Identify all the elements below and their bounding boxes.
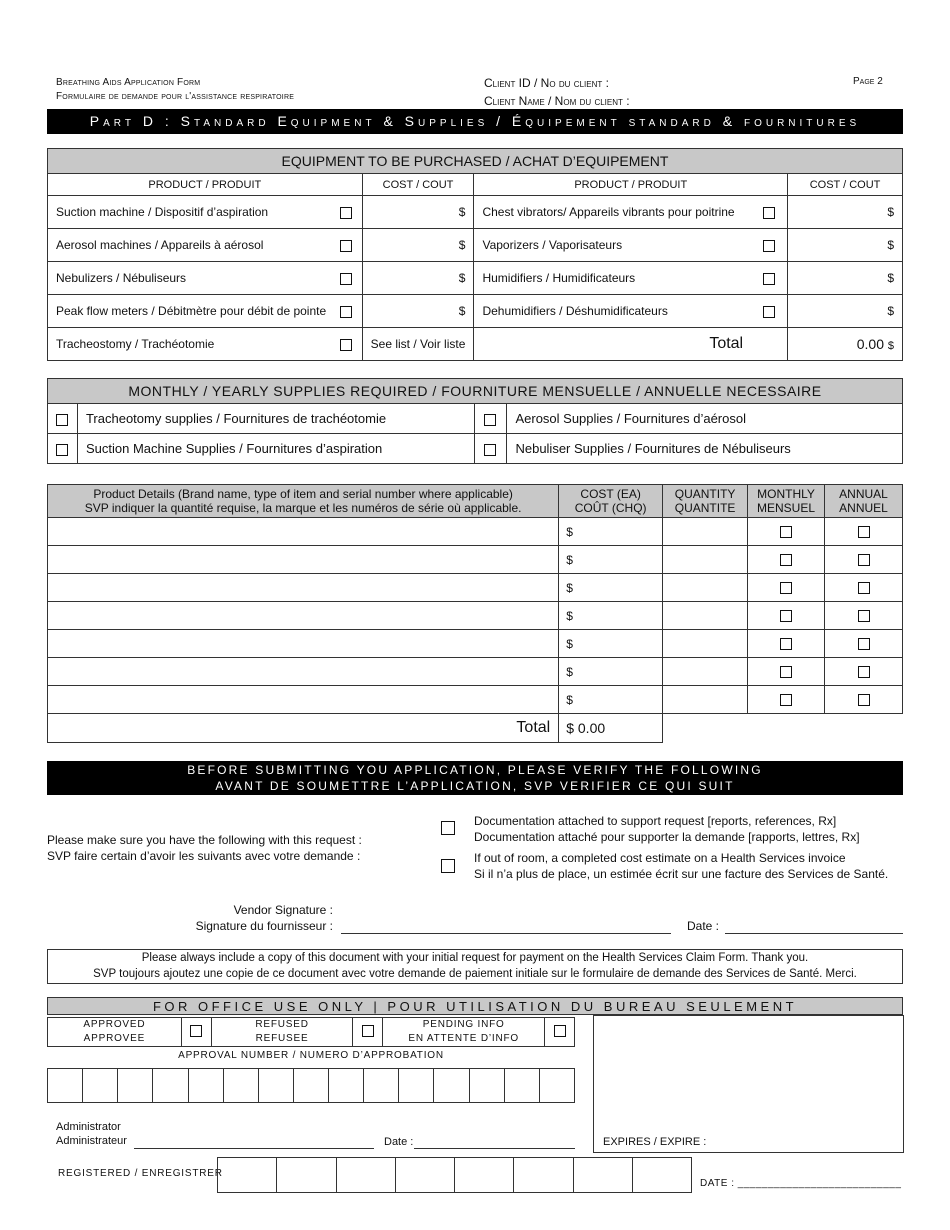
item-cost[interactable]: $ — [362, 295, 474, 328]
col-monthly-fr: MENSUEL — [757, 501, 816, 515]
supply-checkbox[interactable] — [484, 414, 496, 426]
qty-cell[interactable] — [663, 658, 748, 686]
refused-checkbox[interactable] — [362, 1025, 374, 1037]
supply-label: Aerosol Supplies / Fournitures d’aérosol — [507, 404, 903, 434]
details-input[interactable] — [48, 546, 559, 574]
supply-checkbox[interactable] — [56, 414, 68, 426]
monthly-checkbox[interactable] — [780, 554, 792, 566]
digit-box[interactable] — [504, 1069, 539, 1103]
verify-instructions — [47, 832, 362, 864]
pending-checkbox[interactable] — [554, 1025, 566, 1037]
digit-box[interactable] — [632, 1158, 691, 1193]
estimate-text — [474, 850, 888, 882]
supply-label: Tracheotomy supplies / Fournitures de trachéotomie — [77, 404, 474, 434]
qty-cell[interactable] — [663, 686, 748, 714]
table-row — [48, 658, 903, 686]
col-details-en: Product Details (Brand name, type of item and serial number where applicable) — [93, 487, 513, 501]
details-input[interactable] — [48, 574, 559, 602]
admin-date-label: Date : — [384, 1136, 414, 1148]
digit-box[interactable] — [118, 1069, 153, 1103]
cost-cell[interactable]: $ — [559, 686, 663, 714]
cost-cell[interactable]: $ — [559, 602, 663, 630]
col-annual-en: ANNUAL — [839, 487, 888, 501]
col-cost-right: COST / COUT — [788, 174, 903, 196]
refused-en: REFUSED — [255, 1019, 309, 1030]
note-en: Please always include a copy of this document with your initial request for payment on the Health Services Claim Form. Thank you. — [141, 952, 809, 964]
equipment-title: EQUIPMENT TO BE PURCHASED / ACHAT D’EQUIPEMENT — [48, 149, 903, 174]
digit-box[interactable] — [223, 1069, 258, 1103]
digit-box[interactable] — [399, 1069, 434, 1103]
approval-status-table — [47, 1017, 575, 1047]
admin-date-line[interactable] — [414, 1147, 575, 1149]
registered-boxes[interactable] — [217, 1157, 692, 1193]
expires-label: EXPIRES / EXPIRE : — [603, 1136, 707, 1148]
client-name-label: Client Name / Nom du client : — [484, 94, 630, 108]
details-input[interactable] — [48, 658, 559, 686]
instr-en: Please make sure you have the following with this request : — [47, 833, 362, 847]
item-label: Aerosol machines / Appareils à aérosol — [48, 229, 332, 262]
registered-label: REGISTERED / ENREGISTRER — [58, 1168, 223, 1179]
item-checkbox[interactable] — [763, 306, 775, 318]
form-title-en: Breathing Aids Application Form — [56, 77, 201, 88]
digit-box[interactable] — [277, 1158, 336, 1193]
digit-box[interactable] — [258, 1069, 293, 1103]
admin-fr: Administrateur — [56, 1135, 127, 1147]
note-box — [47, 949, 903, 984]
digit-box[interactable] — [218, 1158, 277, 1193]
doc-fr: Documentation attaché pour supporter la demande [rapports, lettres, Rx] — [474, 830, 860, 844]
administrator-label — [56, 1120, 127, 1148]
col-details-fr: SVP indiquer la quantité requise, la marque et les numéros de série où applicable. — [84, 501, 522, 515]
verify-line1: BEFORE SUBMITTING YOU APPLICATION, PLEASE VERIFY THE FOLLOWING — [187, 763, 763, 777]
instr-fr: SVP faire certain d’avoir les suivants avec votre demande : — [47, 849, 361, 863]
item-checkbox[interactable] — [340, 306, 352, 318]
item-label: Chest vibrators/ Appareils vibrants pour poitrine — [474, 196, 752, 229]
item-label: Nebulizers / Nébuliseurs — [48, 262, 332, 295]
form-title — [56, 76, 294, 104]
estimate-checkbox[interactable] — [441, 859, 455, 873]
verify-line2: AVANT DE SOUMETTRE L’APPLICATION, SVP VERIFIER CE QUI SUIT — [215, 779, 735, 793]
see-list-text: See list / Voir liste — [362, 328, 474, 361]
item-checkbox[interactable] — [763, 273, 775, 285]
col-annual-fr: ANNUEL — [839, 501, 888, 515]
doc-en: Documentation attached to support request [reports, references, Rx] — [474, 814, 837, 828]
supply-checkbox[interactable] — [56, 444, 68, 456]
item-label: Peak flow meters / Débitmètre pour débit de pointe — [48, 295, 332, 328]
item-checkbox[interactable] — [763, 240, 775, 252]
details-total-label: Total — [48, 714, 559, 743]
table-row — [48, 602, 903, 630]
col-qty-en: QUANTITY — [674, 487, 736, 501]
item-cost[interactable]: $ — [788, 262, 903, 295]
annual-checkbox[interactable] — [858, 582, 870, 594]
client-id-label: Client ID / No du client : — [484, 76, 609, 90]
monthly-checkbox[interactable] — [780, 526, 792, 538]
table-row — [48, 574, 903, 602]
annual-checkbox[interactable] — [858, 554, 870, 566]
product-details-table — [47, 484, 903, 743]
item-label: Humidifiers / Humidificateurs — [474, 262, 752, 295]
cost-cell[interactable]: $ — [559, 574, 663, 602]
item-checkbox[interactable] — [340, 339, 352, 351]
qty-cell[interactable] — [663, 574, 748, 602]
annual-checkbox[interactable] — [858, 610, 870, 622]
item-checkbox[interactable] — [340, 273, 352, 285]
approval-number-boxes[interactable] — [47, 1068, 575, 1103]
details-total-value: $ 0.00 — [559, 714, 663, 743]
documentation-checkbox[interactable] — [441, 821, 455, 835]
supplies-table — [47, 378, 903, 464]
pending-en: PENDING INFO — [422, 1019, 505, 1030]
annual-checkbox[interactable] — [858, 666, 870, 678]
signature-date-label: Date : — [687, 919, 720, 933]
qty-cell[interactable] — [663, 546, 748, 574]
monthly-checkbox[interactable] — [780, 582, 792, 594]
digit-box[interactable] — [455, 1158, 514, 1193]
signature-date-line[interactable] — [725, 932, 903, 934]
office-expiry-box — [593, 1015, 904, 1153]
est-fr: Si il n’a plus de place, un estimée écrit sur une facture des Services de Santé. — [474, 867, 889, 881]
item-checkbox[interactable] — [763, 207, 775, 219]
details-input[interactable] — [48, 602, 559, 630]
digit-box[interactable] — [395, 1158, 454, 1193]
est-en: If out of room, a completed cost estimate on a Health Services invoice — [474, 851, 846, 865]
equipment-total-label: Total — [474, 328, 788, 361]
item-cost[interactable]: $ — [788, 229, 903, 262]
item-cost[interactable]: $ — [362, 196, 474, 229]
vendor-fr: Signature du fournisseur : — [195, 919, 333, 933]
digit-box[interactable] — [293, 1069, 328, 1103]
annual-checkbox[interactable] — [858, 694, 870, 706]
table-row — [48, 518, 903, 546]
approved-checkbox[interactable] — [190, 1025, 202, 1037]
digit-box[interactable] — [48, 1069, 83, 1103]
col-cost-left: COST / COUT — [362, 174, 474, 196]
annual-checkbox[interactable] — [858, 526, 870, 538]
equipment-total — [788, 328, 903, 361]
monthly-checkbox[interactable] — [780, 694, 792, 706]
vendor-signature-line[interactable] — [341, 932, 671, 934]
digit-box[interactable] — [153, 1069, 188, 1103]
col-cost-en: COST (EA) — [580, 487, 641, 501]
equipment-total-value: 0.00 — [856, 336, 884, 352]
item-label: Dehumidifiers / Déshumidificateurs — [474, 295, 752, 328]
equipment-total-currency: $ — [887, 340, 894, 352]
form-title-fr: Formulaire de demande pour l'assistance respiratoire — [56, 91, 295, 102]
verify-banner — [47, 761, 903, 795]
item-label: Vaporizers / Vaporisateurs — [474, 229, 752, 262]
digit-box[interactable] — [364, 1069, 399, 1103]
page-number: Page 2 — [853, 76, 883, 87]
qty-cell[interactable] — [663, 518, 748, 546]
refused-fr: REFUSEE — [255, 1033, 309, 1044]
supply-checkbox[interactable] — [484, 444, 496, 456]
client-info — [484, 74, 630, 110]
digit-box[interactable] — [83, 1069, 118, 1103]
details-input[interactable] — [48, 686, 559, 714]
equipment-table — [47, 148, 903, 361]
col-cost-fr: COÛT (CHQ) — [574, 501, 647, 515]
monthly-checkbox[interactable] — [780, 638, 792, 650]
admin-en: Administrator — [56, 1121, 121, 1133]
approved-en: APPROVED — [83, 1019, 146, 1030]
item-cost[interactable]: $ — [362, 229, 474, 262]
col-product-right: PRODUCT / PRODUIT — [474, 174, 788, 196]
vendor-en: Vendor Signature : — [233, 903, 333, 917]
digit-box[interactable] — [336, 1158, 395, 1193]
col-product-left: PRODUCT / PRODUIT — [48, 174, 363, 196]
note-fr: SVP toujours ajoutez une copie de ce document avec votre demande de paiement initiale sur le formulaire de demande des Services de Santé. Merci. — [93, 968, 857, 980]
item-cost[interactable]: $ — [788, 295, 903, 328]
cost-cell[interactable]: $ — [559, 658, 663, 686]
supply-label: Suction Machine Supplies / Fournitures d’aspiration — [77, 434, 474, 464]
digit-box[interactable] — [434, 1069, 469, 1103]
col-qty-fr: QUANTITE — [674, 501, 736, 515]
table-row — [48, 630, 903, 658]
digit-box[interactable] — [539, 1069, 574, 1103]
monthly-checkbox[interactable] — [780, 610, 792, 622]
details-input[interactable] — [48, 518, 559, 546]
annual-checkbox[interactable] — [858, 638, 870, 650]
cost-cell[interactable]: $ — [559, 546, 663, 574]
part-title: Part D : Standard Equipment & Supplies / Équipement standard & fournitures — [47, 109, 903, 134]
item-cost[interactable]: $ — [788, 196, 903, 229]
approval-number-label: APPROVAL NUMBER / NUMERO D’APPROBATION — [178, 1050, 444, 1061]
col-monthly-en: MONTHLY — [757, 487, 815, 501]
approved-fr: APPROVEE — [83, 1033, 146, 1044]
monthly-checkbox[interactable] — [780, 666, 792, 678]
item-label: Suction machine / Dispositif d’aspiration — [48, 196, 332, 229]
registered-date: DATE : ___________________________ — [700, 1178, 902, 1189]
administrator-line[interactable] — [134, 1147, 374, 1149]
item-checkbox[interactable] — [340, 207, 352, 219]
pending-fr: EN ATTENTE D’INFO — [408, 1033, 519, 1044]
item-label: Tracheostomy / Trachéotomie — [48, 328, 332, 361]
item-cost[interactable]: $ — [362, 262, 474, 295]
vendor-signature-label — [150, 902, 333, 934]
office-use-title: FOR OFFICE USE ONLY | POUR UTILISATION DU BUREAU SEULEMENT — [47, 997, 903, 1015]
item-checkbox[interactable] — [340, 240, 352, 252]
digit-box[interactable] — [514, 1158, 573, 1193]
digit-box[interactable] — [329, 1069, 364, 1103]
digit-box[interactable] — [469, 1069, 504, 1103]
cost-cell[interactable]: $ — [559, 630, 663, 658]
supplies-title: MONTHLY / YEARLY SUPPLIES REQUIRED / FOURNITURE MENSUELLE / ANNUELLE NECESSAIRE — [48, 379, 903, 404]
qty-cell[interactable] — [663, 602, 748, 630]
table-row — [48, 546, 903, 574]
qty-cell[interactable] — [663, 630, 748, 658]
digit-box[interactable] — [188, 1069, 223, 1103]
digit-box[interactable] — [573, 1158, 632, 1193]
documentation-text — [474, 813, 860, 845]
supply-label: Nebuliser Supplies / Fournitures de Nébuliseurs — [507, 434, 903, 464]
details-input[interactable] — [48, 630, 559, 658]
cost-cell[interactable]: $ — [559, 518, 663, 546]
table-row — [48, 686, 903, 714]
